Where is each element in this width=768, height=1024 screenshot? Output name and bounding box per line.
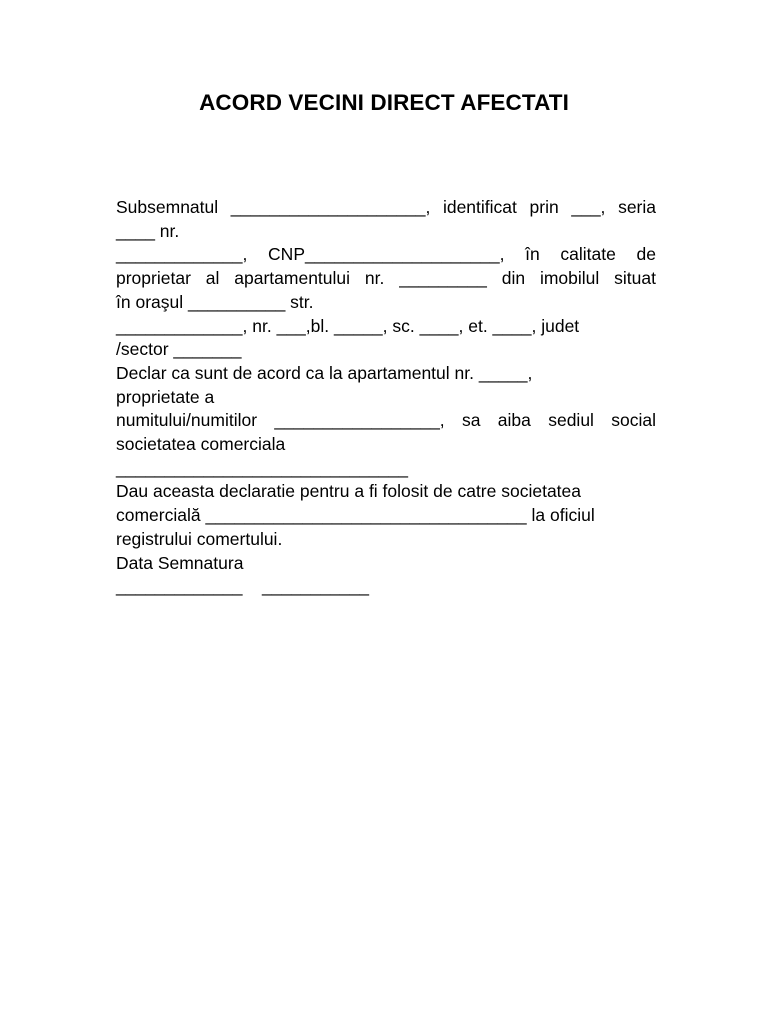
body-line: _____________, nr. ___,bl. _____, sc. ____, et. ____, judet — [116, 315, 580, 336]
document-title: ACORD VECINI DIRECT AFECTATI — [199, 90, 569, 115]
date-signature-blanks: _____________ ___________ — [116, 576, 370, 597]
body-line: numitului/numitilor _________________, sa aiba sediul social — [116, 410, 656, 431]
body-line: /sector _______ — [116, 339, 242, 360]
date-signature-label: Data Semnatura — [116, 552, 244, 573]
document-body — [116, 196, 656, 599]
body-line: proprietate a — [116, 386, 215, 407]
body-line: Subsemnatul ____________________, identificat prin ___, seria — [116, 197, 656, 217]
body-line: proprietar al apartamentului nr. _________ din imobilul situat — [116, 268, 656, 289]
body-line: registrului comertului. — [116, 528, 283, 549]
body-line: _____________, CNP____________________, în calitate de — [116, 244, 656, 265]
body-line: ____ nr. — [116, 220, 180, 241]
body-line: Declar ca sunt de acord ca la apartamentul nr. _____, — [116, 362, 533, 383]
body-line: comercială _________________________________ la oficiul — [116, 505, 595, 526]
body-line: Dau aceasta declaratie pentru a fi folosit de catre societatea — [116, 481, 581, 502]
signature-blank-line: ______________________________ — [116, 457, 408, 478]
body-line: societatea comerciala — [116, 434, 286, 455]
body-line: în oraşul __________ str. — [116, 291, 314, 312]
